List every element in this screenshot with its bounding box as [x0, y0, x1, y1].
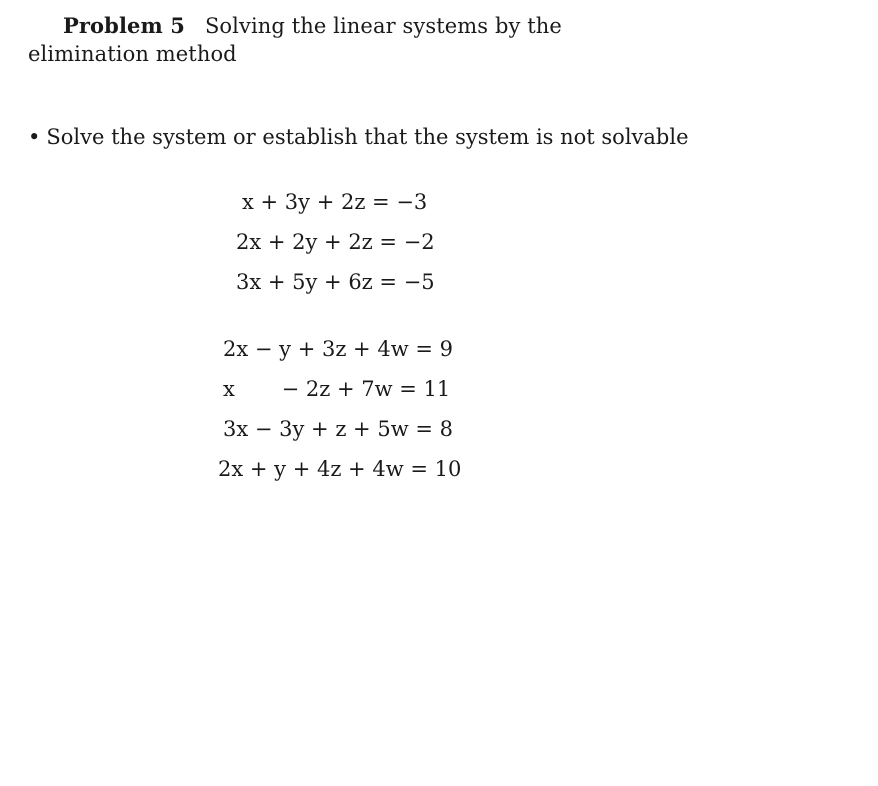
system2-equation-1: 2x − y + 3z + 4w = 9 — [223, 337, 453, 361]
system2-equation-2: x − 2z + 7w = 11 — [223, 377, 451, 401]
instruction-text: Solve the system or establish that the system is not solvable — [46, 125, 689, 149]
problem-label: Problem 5 — [63, 13, 185, 38]
system2-equation-3: 3x − 3y + z + 5w = 8 — [223, 417, 453, 441]
system2-equation-4: 2x + y + 4z + 4w = 10 — [218, 457, 462, 481]
problem-heading — [28, 12, 668, 68]
bullet-icon: • — [28, 125, 41, 149]
problem-title: Solving the linear systems by the elimination method — [28, 14, 562, 66]
system1-equation-3: 3x + 5y + 6z = −5 — [236, 270, 435, 294]
instruction — [28, 123, 689, 151]
system1-equation-1: x + 3y + 2z = −3 — [242, 190, 428, 214]
system1-equation-2: 2x + 2y + 2z = −2 — [236, 230, 435, 254]
